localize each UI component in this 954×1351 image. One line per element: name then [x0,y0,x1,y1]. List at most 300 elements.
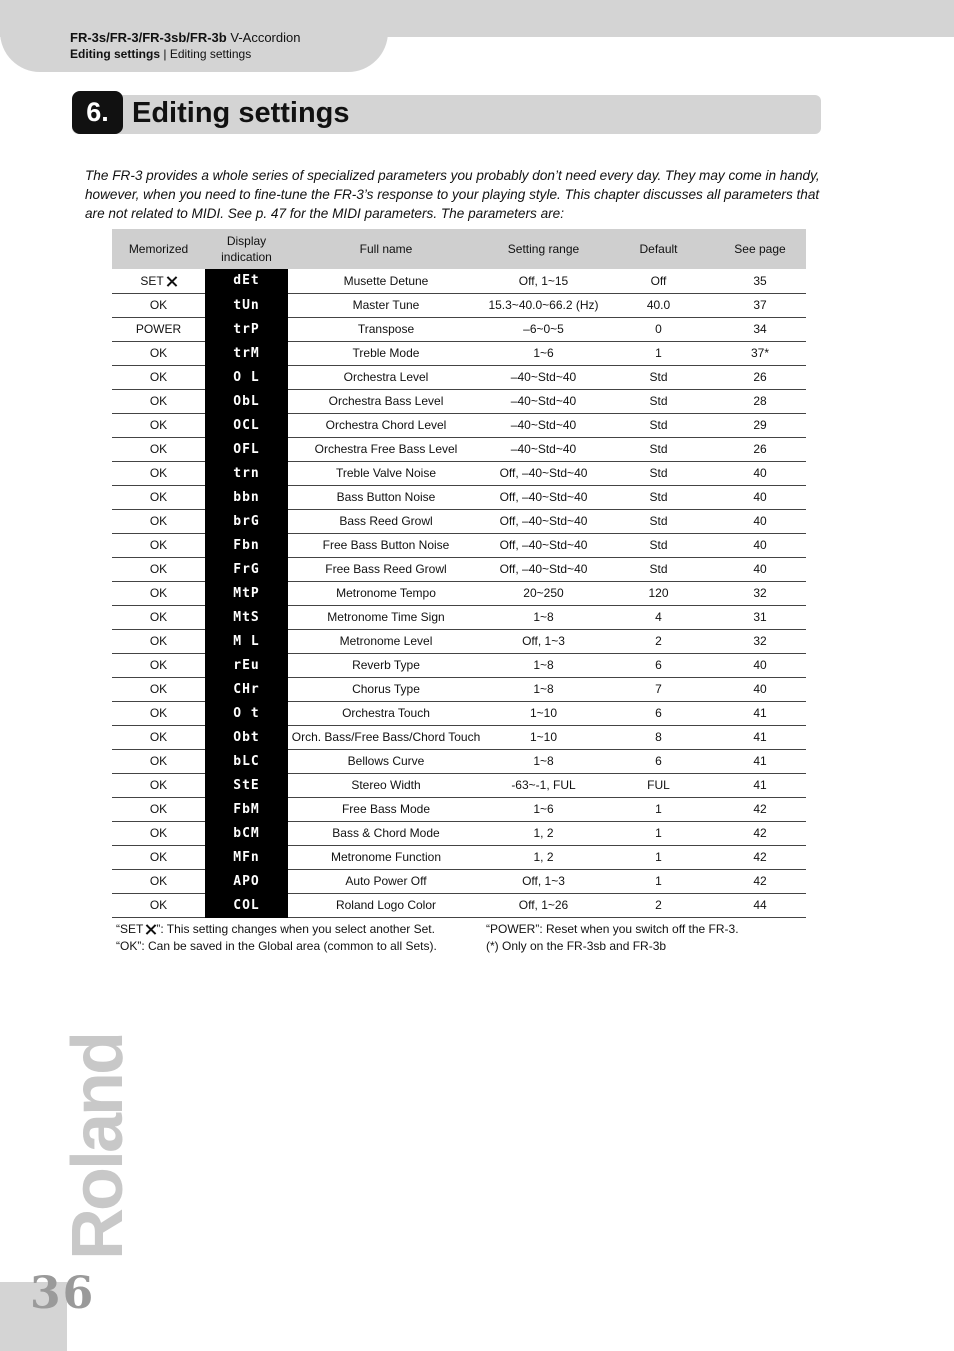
cell-full-name-text: Orchestra Level [343,370,429,384]
cell-setting-range [484,293,603,317]
cell-display-text: OCL [233,417,260,433]
cell-display [205,701,288,725]
cell-display [205,317,288,341]
table-row [112,773,806,797]
cell-full-name [288,509,484,533]
cell-display [205,437,288,461]
header-default: Default [639,242,678,256]
cell-setting-range [484,845,603,869]
cell-setting-range [484,725,603,749]
cell-display [205,677,288,701]
cell-default-text: 4 [655,610,662,624]
table-row [112,557,806,581]
table-row [112,389,806,413]
cell-see-page-text: 41 [753,730,767,744]
cell-default-text: Std [649,442,668,456]
cell-full-name-text: Bass & Chord Mode [332,826,440,840]
cell-display [205,629,288,653]
cell-full-name [288,701,484,725]
cell-display-text: ObL [233,393,260,409]
cell-default [603,293,714,317]
cell-full-name-text: Free Bass Button Noise [322,538,450,552]
cell-setting-range [484,893,603,917]
cell-see-page-text: 31 [753,610,767,624]
cell-full-name [288,797,484,821]
page-number: 36 [30,1268,96,1319]
cell-memorized [112,389,205,413]
cell-memorized [112,725,205,749]
cell-default [603,893,714,917]
cell-full-name-text: Stereo Width [351,778,421,792]
parameter-table [112,229,806,918]
cell-see-page-text: 40 [753,514,767,528]
cell-see-page [714,293,806,317]
cell-full-name-text: Orchestra Free Bass Level [314,442,458,456]
cell-setting-range-text: -63~-1, FUL [511,778,576,792]
cell-setting-range-text: 1~10 [529,706,558,720]
cell-see-page-text: 41 [753,706,767,720]
cell-see-page [714,581,806,605]
cell-memorized-text: OK [149,466,168,480]
cell-setting-range [484,341,603,365]
cell-setting-range-text: –6~0~5 [523,322,564,336]
table-row [112,677,806,701]
table-row [112,533,806,557]
cell-setting-range [484,581,603,605]
cell-memorized-text: OK [149,874,168,888]
cell-see-page-text: 41 [753,778,767,792]
cell-full-name-text: Metronome Time Sign [327,610,445,624]
cell-default [603,269,714,293]
cell-full-name [288,293,484,317]
cell-setting-range [484,389,603,413]
cell-see-page [714,269,806,293]
cell-memorized-text: OK [149,754,168,768]
note-set [116,922,435,936]
cell-display-text: bLC [233,753,260,769]
note-ok: “OK”: Can be saved in the Global area (common to all Sets). [116,939,437,953]
cell-display-text: Fbn [233,537,260,553]
cell-display-text: bCM [233,825,260,841]
cell-setting-range [484,533,603,557]
breadcrumb-separator: | [163,47,167,61]
cell-full-name [288,485,484,509]
cell-full-name [288,629,484,653]
cell-memorized-text: OK [149,658,168,672]
cell-see-page-text: 37 [753,298,767,312]
cell-default-text: 40.0 [646,298,671,312]
cell-display [205,725,288,749]
cell-default [603,509,714,533]
cell-memorized [112,773,205,797]
cell-display-text: trM [233,345,260,361]
cell-setting-range [484,701,603,725]
cell-setting-range-text: 15.3~40.0~66.2 (Hz) [488,298,599,312]
table-row [112,893,806,917]
cell-memorized [112,509,205,533]
cell-default [603,725,714,749]
table-row [112,797,806,821]
cell-memorized [112,893,205,917]
cell-memorized [112,341,205,365]
cell-full-name [288,413,484,437]
cell-setting-range [484,437,603,461]
cell-setting-range-text: –40~Std~40 [510,418,577,432]
header-setting-range: Setting range [507,242,580,256]
cell-default [603,821,714,845]
cell-default-text: FUL [647,778,670,792]
cell-display [205,821,288,845]
roland-logo: Roland [58,1034,138,1260]
cell-see-page [714,533,806,557]
cell-see-page-text: 40 [753,466,767,480]
cell-default [603,605,714,629]
cell-full-name-text: Free Bass Reed Growl [325,562,447,576]
cell-full-name-text: Treble Valve Noise [335,466,437,480]
cell-display-text: bbn [233,489,260,505]
cell-default [603,413,714,437]
cell-display-text: FbM [233,801,260,817]
cell-full-name [288,437,484,461]
cell-default [603,629,714,653]
header-product: V-Accordion [230,30,301,45]
cell-see-page [714,389,806,413]
cell-default [603,749,714,773]
x-mark-icon [146,924,156,934]
cell-memorized [112,317,205,341]
cell-default-text: Std [649,466,668,480]
cell-memorized [112,821,205,845]
cell-display [205,893,288,917]
cell-display [205,797,288,821]
cell-see-page-text: 40 [753,538,767,552]
cell-see-page-text: 40 [753,682,767,696]
cell-memorized-text: OK [149,490,168,504]
cell-full-name-text: Metronome Level [339,634,433,648]
cell-memorized [112,629,205,653]
cell-setting-range [484,461,603,485]
cell-setting-range-text: Off, 1~3 [522,874,565,888]
cell-see-page-text: 32 [753,634,767,648]
cell-display-text: brG [233,513,260,529]
cell-memorized-text: OK [149,562,168,576]
table-row [112,869,806,893]
table-row [112,485,806,509]
header-memorized: Memorized [128,242,189,256]
cell-display-text: APO [233,873,260,889]
cell-default [603,437,714,461]
cell-full-name-text: Metronome Tempo [336,586,436,600]
cell-display-text: MtS [233,609,260,625]
cell-setting-range [484,869,603,893]
cell-default [603,389,714,413]
cell-setting-range-text: 1~8 [533,658,554,672]
cell-full-name [288,845,484,869]
cell-full-name-text: Reverb Type [352,658,420,672]
cell-default [603,653,714,677]
cell-memorized-text: OK [149,442,168,456]
cell-default-text: Off [650,273,667,288]
cell-full-name [288,653,484,677]
cell-full-name-text: Roland Logo Color [335,898,437,912]
cell-memorized [112,413,205,437]
cell-setting-range [484,821,603,845]
cell-memorized [112,677,205,701]
cell-see-page [714,869,806,893]
cell-display-text: Obt [233,729,260,745]
cell-display-text: MFn [233,849,260,865]
cell-see-page [714,605,806,629]
cell-full-name-text: Transpose [357,322,415,336]
cell-see-page [714,749,806,773]
cell-full-name [288,821,484,845]
cell-memorized [112,797,205,821]
cell-memorized-text: OK [149,898,168,912]
cell-setting-range-text: Off, –40~Std~40 [499,490,588,504]
cell-memorized-text: OK [149,634,168,648]
cell-default-text: 0 [655,322,662,336]
cell-display [205,485,288,509]
intro-paragraph: The FR-3 provides a whole series of specialized parameters you probably don’t need every day. They may come in handy, however, when you need to fine-tune the FR-3’s response to your playing style. This chapter discusses all parameters that are not related to MIDI. See p. 47 for the MIDI parameters. The parameters are: [85,168,820,221]
cell-full-name-text: Metronome Function [330,850,442,864]
cell-full-name-text: Chorus Type [352,682,420,696]
note-set-suffix: ”: This setting changes when you select another Set. [156,922,435,936]
cell-full-name-text: Auto Power Off [345,874,427,888]
cell-setting-range-text: 20~250 [523,586,564,600]
table-row [112,629,806,653]
cell-memorized [112,701,205,725]
cell-default-text: Std [649,370,668,384]
cell-setting-range [484,509,603,533]
header-display-line1: Display [226,234,267,248]
header-display [205,229,288,269]
cell-default-text: Std [649,562,668,576]
table-row [112,749,806,773]
cell-memorized-text: OK [149,826,168,840]
cell-memorized [112,365,205,389]
cell-default-text: Std [649,394,668,408]
table-row [112,725,806,749]
cell-see-page [714,557,806,581]
cell-memorized [112,749,205,773]
cell-display [205,581,288,605]
cell-display [205,845,288,869]
table-row [112,269,806,293]
cell-memorized [112,557,205,581]
cell-full-name-text: Orchestra Bass Level [328,394,444,408]
cell-memorized-text: OK [149,850,168,864]
cell-default [603,461,714,485]
cell-display-text: FrG [233,561,260,577]
cell-memorized [112,605,205,629]
table-row [112,581,806,605]
cell-display [205,605,288,629]
note-footnote: (*) Only on the FR-3sb and FR-3b [486,939,667,953]
cell-setting-range-text: 1~10 [529,730,558,744]
cell-memorized-text: OK [149,298,168,312]
cell-memorized [112,485,205,509]
cell-memorized [112,461,205,485]
cell-display-text: CHr [233,681,260,697]
cell-full-name [288,869,484,893]
cell-default-text: 120 [648,586,669,600]
cell-see-page [714,677,806,701]
cell-default [603,773,714,797]
cell-setting-range-text: Off, –40~Std~40 [499,538,588,552]
cell-full-name [288,317,484,341]
cell-display-text: dEt [233,273,260,289]
header-display-line2: indication [221,250,272,264]
cell-full-name [288,557,484,581]
cell-memorized-text: OK [149,682,168,696]
cell-see-page-text: 32 [753,586,767,600]
cell-setting-range-text: Off, –40~Std~40 [499,466,588,480]
cell-see-page [714,797,806,821]
cell-default [603,581,714,605]
cell-display-text: StE [233,777,260,793]
cell-default-text: Std [649,418,668,432]
cell-setting-range [484,413,603,437]
table-row [112,605,806,629]
cell-default [603,677,714,701]
cell-memorized [112,437,205,461]
breadcrumb [70,47,251,61]
cell-default-text: 2 [655,634,662,648]
cell-memorized [112,533,205,557]
cell-setting-range-text: Off, –40~Std~40 [499,514,588,528]
header-full-name: Full name [359,242,413,256]
table-row [112,461,806,485]
cell-default-text: 6 [655,706,662,720]
cell-display-text: COL [233,897,260,913]
cell-memorized [112,845,205,869]
cell-display-text: O t [233,705,260,721]
cell-setting-range [484,365,603,389]
cell-setting-range [484,485,603,509]
cell-default-text: 7 [655,682,662,696]
cell-default [603,365,714,389]
table-row [112,845,806,869]
cell-full-name [288,893,484,917]
cell-memorized [112,581,205,605]
cell-memorized-text: OK [149,514,168,528]
cell-setting-range-text: Off, 1~26 [518,898,569,912]
cell-default-text: Std [649,490,668,504]
cell-setting-range-text: 1~8 [533,610,554,624]
cell-see-page-text: 35 [753,273,767,288]
cell-full-name [288,605,484,629]
cell-display [205,749,288,773]
x-mark-icon [167,276,177,286]
cell-full-name [288,389,484,413]
cell-setting-range [484,773,603,797]
cell-default-text: 6 [655,754,662,768]
cell-memorized-text: OK [149,802,168,816]
cell-default [603,869,714,893]
cell-see-page-text: 26 [753,370,767,384]
breadcrumb-sub: Editing settings [169,47,252,61]
cell-setting-range [484,629,603,653]
table-row [112,701,806,725]
cell-full-name [288,677,484,701]
cell-see-page [714,365,806,389]
cell-see-page [714,509,806,533]
cell-display [205,365,288,389]
cell-see-page-text: 40 [753,562,767,576]
cell-memorized-text: OK [149,346,168,360]
cell-full-name-text: Orchestra Chord Level [325,418,447,432]
cell-full-name [288,341,484,365]
cell-see-page [714,317,806,341]
cell-setting-range-text: 1, 2 [533,850,554,864]
table-row [112,341,806,365]
cell-memorized [112,293,205,317]
header-model-name: FR-3s/FR-3/FR-3sb/FR-3b [70,30,227,45]
table-row [112,317,806,341]
cell-see-page-text: 42 [753,850,767,864]
cell-default-text: Std [649,514,668,528]
cell-see-page-text: 44 [753,898,767,912]
cell-see-page-text: 41 [753,754,767,768]
cell-display [205,869,288,893]
cell-default-text: 6 [655,658,662,672]
cell-default [603,557,714,581]
table-row [112,509,806,533]
cell-full-name [288,269,484,293]
cell-display [205,413,288,437]
cell-setting-range [484,557,603,581]
cell-display-text: trn [233,465,260,481]
table-row [112,413,806,437]
note-power: “POWER”: Reset when you switch off the FR-3. [486,922,739,936]
cell-default [603,317,714,341]
cell-default [603,341,714,365]
cell-full-name-text: Bass Reed Growl [339,514,433,528]
cell-see-page [714,725,806,749]
cell-full-name-text: Bass Button Noise [336,490,436,504]
cell-see-page [714,461,806,485]
cell-setting-range-text: 1, 2 [533,826,554,840]
cell-default-text: 1 [655,346,662,360]
table-row [112,365,806,389]
cell-full-name [288,365,484,389]
cell-see-page [714,437,806,461]
cell-full-name [288,749,484,773]
cell-display-text: tUn [233,297,260,313]
cell-see-page [714,413,806,437]
table-row [112,293,806,317]
cell-see-page-text: 42 [753,802,767,816]
table-row [112,437,806,461]
cell-see-page [714,893,806,917]
cell-setting-range [484,269,603,293]
cell-full-name [288,725,484,749]
cell-full-name-text: Musette Detune [343,273,429,288]
cell-default-text: 8 [655,730,662,744]
table-header-row [112,229,806,269]
cell-display-text: O L [233,369,260,385]
cell-default-text: 1 [655,802,662,816]
cell-setting-range-text: Off, 1~3 [522,634,565,648]
cell-memorized-text: SET [140,273,164,288]
cell-setting-range-text: 1~6 [533,346,554,360]
cell-display [205,341,288,365]
cell-setting-range-text: Off, –40~Std~40 [499,562,588,576]
cell-display [205,461,288,485]
cell-default [603,533,714,557]
cell-display [205,389,288,413]
cell-setting-range [484,677,603,701]
